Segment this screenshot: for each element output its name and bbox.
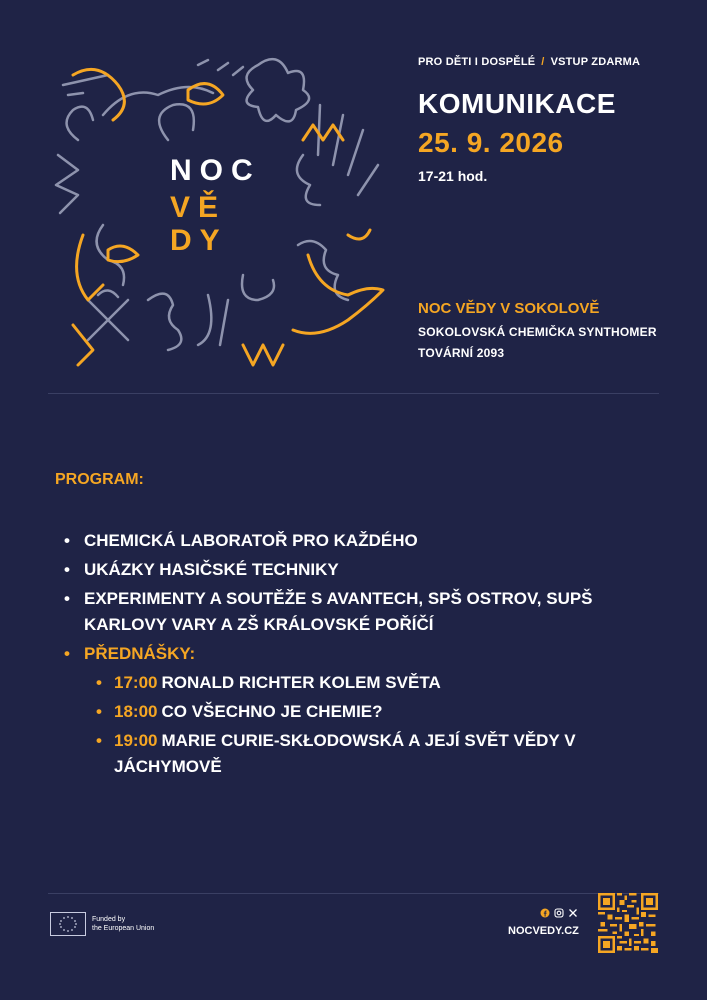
event-time: 17-21 hod.: [418, 168, 488, 184]
tagline: [418, 56, 640, 68]
tagline-audience: PRO DĚTI I DOSPĚLÉ: [418, 56, 536, 68]
lectures-heading: • PŘEDNÁŠKY:: [64, 644, 196, 663]
eu-line-1: Funded by: [92, 916, 126, 923]
venue-title: NOC VĚDY V SOKOLOVĚ: [418, 300, 600, 317]
tagline-separator: /: [541, 56, 545, 68]
event-title: KOMUNIKACE: [418, 88, 616, 119]
list-item-text: EXPERIMENTY A SOUTĚŽE S AVANTECH, SPŠ OSTROV, SUPŠ KARLOVY VARY A ZŠ KRÁLOVSKÉ POŘÍČÍ: [84, 589, 593, 634]
lecture-title: MARIE CURIE-SKŁODOWSKÁ A JEJÍ SVĚT VĚDY V JÁCHYMOVĚ: [114, 731, 576, 776]
website-link[interactable]: NOCVEDY.CZ: [508, 925, 579, 937]
lecture-item: • 18:00 CO VŠECHNO JE CHEMIE?: [96, 702, 383, 721]
eu-funding-badge: [50, 912, 154, 936]
divider-top: [48, 393, 659, 394]
list-item-text: CHEMICKÁ LABORATOŘ PRO KAŽDÉHO: [84, 531, 418, 550]
list-item: • CHEMICKÁ LABORATOŘ PRO KAŽDÉHO: [64, 531, 418, 550]
facebook-icon[interactable]: [540, 908, 550, 918]
eu-line-2: the European Union: [92, 925, 155, 932]
program-list: [60, 528, 660, 783]
noc-vedy-logo: [48, 45, 388, 375]
lectures-list: [60, 670, 660, 780]
qr-code[interactable]: [598, 893, 658, 953]
lecture-title: CO VŠECHNO JE CHEMIE?: [161, 702, 383, 721]
logo-text-vedy-2: DY: [170, 224, 228, 257]
eu-flag-icon: [50, 912, 86, 936]
lecture-time: 17:00: [114, 673, 158, 692]
x-icon[interactable]: [568, 908, 578, 918]
lecture-item: • 17:00 RONALD RICHTER KOLEM SVĚTA: [96, 673, 441, 692]
logo-text-vedy: VĚ: [170, 191, 227, 224]
instagram-icon[interactable]: [554, 908, 564, 918]
eu-text: [92, 915, 154, 933]
social-icons: [540, 908, 578, 918]
tagline-entry: VSTUP ZDARMA: [550, 56, 641, 68]
venue-address: TOVÁRNÍ 2093: [418, 346, 505, 360]
logo-text-noc: NOC: [170, 154, 261, 187]
program-heading: PROGRAM:: [55, 471, 144, 488]
lecture-title: RONALD RICHTER KOLEM SVĚTA: [161, 673, 441, 692]
divider-bottom: [48, 893, 659, 894]
list-item-text: UKÁZKY HASIČSKÉ TECHNIKY: [84, 560, 339, 579]
lecture-time: 19:00: [114, 731, 158, 750]
list-item: • EXPERIMENTY A SOUTĚŽE S AVANTECH, SPŠ OSTROV, SUPŠ KARLOVY VARY A ZŠ KRÁLOVSKÉ POŘÍČÍ: [64, 589, 593, 634]
lecture-time: 18:00: [114, 702, 158, 721]
list-item: • UKÁZKY HASIČSKÉ TECHNIKY: [64, 560, 339, 579]
lectures-heading-text: PŘEDNÁŠKY:: [84, 644, 196, 663]
lecture-item: • 19:00 MARIE CURIE-SKŁODOWSKÁ A JEJÍ SVĚT VĚDY V JÁCHYMOVĚ: [96, 731, 576, 776]
venue-name: SOKOLOVSKÁ CHEMIČKA SYNTHOMER: [418, 325, 657, 339]
event-date: 25. 9. 2026: [418, 127, 564, 158]
